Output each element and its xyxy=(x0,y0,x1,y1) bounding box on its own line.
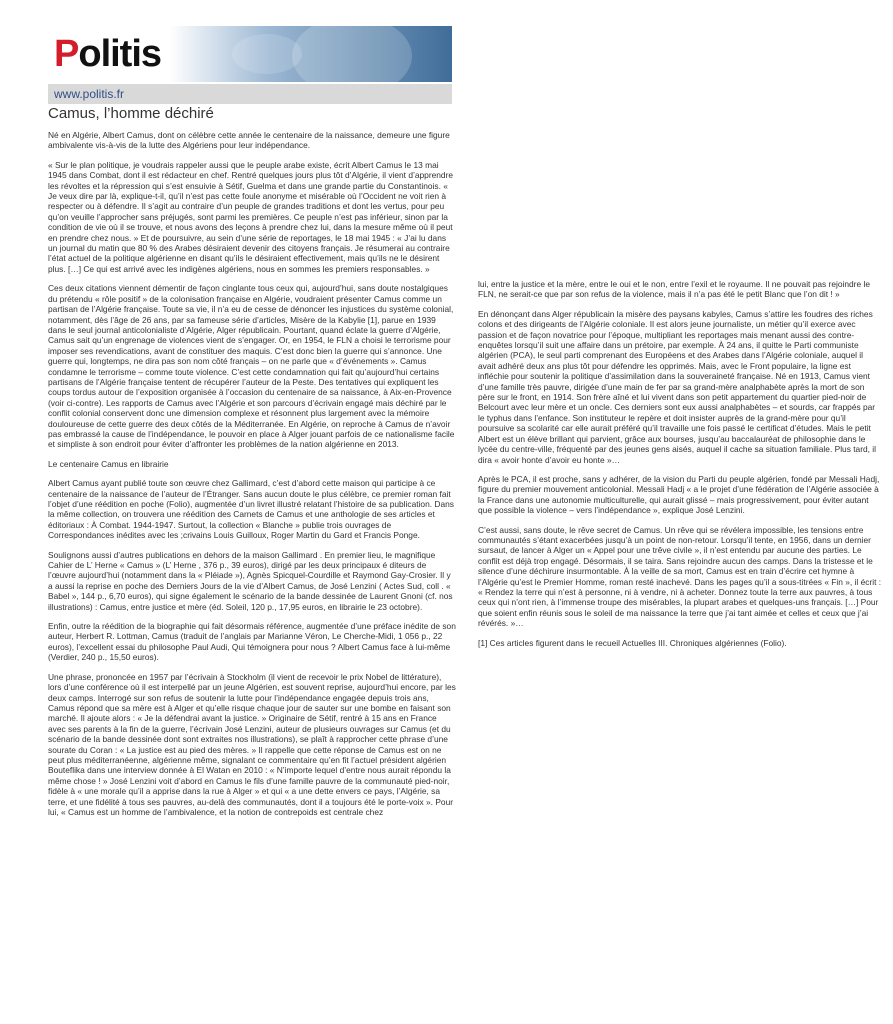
article-left-column xyxy=(48,130,456,826)
header-banner xyxy=(48,26,452,82)
article-paragraph: En dénonçant dans Alger républicain la misère des paysans kabyles, Camus s’attire les foudres des riches colons et des dirigeants de l’Algérie coloniale. Il est alors jeune journaliste, un métier qu’il exerce avec passion et de façon novatrice pour l’époque, multipliant les reportages mais menant aussi des contre-enquêtes lorsqu’il suit une affaire dans un prétoire, par exemple. À 24 ans, il quitte le Parti communiste algérien (PCA), le seul parti comprenant des Européens et des Arabes dans l’Algérie coloniale, auquel il avait adhéré deux ans plus tôt pour défendre les opprimés. Mais, avec le Front populaire, la ligne est infléchie pour soutenir la politique d’assimilation dans la souveraineté française. Né en 1913, Camus vient d’une famille très pauvre, dirigée d’une main de fer par sa grand-mère analphabète après la mort de son père sur le front, en 1914. Son frère aîné et lui vivent dans son petit appartement du quartier pied-noir de Belcourt avec leur mère et un oncle. Ces derniers sont eux aussi analphabètes – et sourds, car frappés par le typhus dans l’enfance. Son instituteur le repère et doit insister auprès de la grand-mère pour qu’il poursuive sa scolarité car elle aurait préféré qu’il travaille une fois passé le certificat d’études. Mais le petit Albert est un élève brillant qui parvient, grâce aux bourses, jusqu’au baccalauréat de philosophie dans le lycée du centre-ville, fréquenté par des jeunes gens aisés, auquel il cache sa situation familiale. Plus tard, il dira « avoir honte d’avoir eu honte »… xyxy=(478,308,877,465)
banner-decoration xyxy=(292,26,412,82)
article-paragraph: Né en Algérie, Albert Camus, dont on célèbre cette année le centenaire de la naissance, demeure une figure ambivalente vis-à-vis de la lutte des Algériens pour leur indépendance. xyxy=(48,130,450,151)
article-paragraph: Ces deux citations viennent démentir de façon cinglante tous ceux qui, aujourd’hui, sans doute nostalgiques du prétendu « rôle positif » de la colonisation française en Algérie, voudraient présenter Camus comme un partisan de l’Algérie française. Toute sa vie, il n’a eu de cesse de dénoncer les injustices du système colonial, notamment, dès l’âge de 26 ans, par sa fameuse série d’articles, Misère de la Kabylie [1], parue en 1939 dans le seul journal anticolonialiste d’Algérie, Alger républicain. Pourtant, quand éclate la guerre d’Algérie, Camus sait qu’un engrenage de violences vient de s’engager. Or, en 1954, le FLN a choisi le terrorisme pour imposer ses revendications, avant de constituer des maquis. C’est donc bien la guerre qui s’annonce. Une guerre qui, longtemps, ne dira pas son nom côté français – on ne parle que « d’événements ». Camus condamne le terrorisme – comme toute violence. C’est cette condamnation qui fait qu’aujourd’hui certains partisans de l’Algérie française tentent de récupérer l’auteur de la Peste. Des tentatives qui expliquent les coups tordus autour de l’exposition organisée à l’occasion du centenaire de sa naissance, à Aix-en-Provence (voir ci-contre). Les rapports de Camus avec l’Algérie et son parcours d’écrivain engagé mais déchiré par le conflit colonial conservent donc une dimension complexe et résonnent plus largement avec la mémoire douloureuse de cette guerre des deux côtés de la Méditerranée. En Algérie, on reproche à Camus de n’avoir pas embrassé la cause de l’indépendance, le pouvoir en place à Alger jouant parfois de ce nationalisme facile et simpliste à son endroit pour éviter d’affronter les problèmes de la nation algérienne en 2013. xyxy=(48,283,455,450)
banner-decoration xyxy=(232,34,302,74)
article-paragraph: Une phrase, prononcée en 1957 par l’écrivain à Stockholm (il vient de recevoir le prix Nobel de littérature), lors d’une conférence où il est interpellé par un jeune Algérien, est souvent reprise, aujourd’hui encore, par les deux camps. Interrogé sur son refus de soutenir la lutte pour l’indépendance engagée depuis trois ans, Camus répond que sa mère est à Alger et qu’elle risque chaque jour de sauter sur une bombe en faisant son marché. Il ajoute alors : « Je la défendrai avant la justice. » Originaire de Sétif, rentré à 15 ans en France avec ses parents à la fin de la guerre, l’écrivain José Lenzini, auteur de plusieurs ouvrages sur Camus (et du scénario de la bande dessinée dont sont extraites nos illustrations), se plaît à rapprocher cette phrase d’une sourate du Coran : « La justice est au pied des mères. » Il rappelle que cette réponse de Camus est on ne peut plus méditerranéenne, algérienne même, signalant ce commentaire qu’en fit l’actuel président algérien Bouteflika dans une interview donnée à El Watan en 2010 : « N’importe lequel d’entre nous aurait répondu la même chose ! » José Lenzini voit d’abord en Camus le fils d’une famille pauvre de la communauté pied-noir, fidèle à « une morale qu’il a apprise dans la rue à Alger » et qui « a une dette envers ce pays, l’Algérie, sa terre, et une fidélité à tous ses pauvres, au-delà des communautés, dont il a toujours été le porte-voix ». Pour lui, « Camus est un homme de l’ambivalence, et la notion de contrepoids est centrale chez xyxy=(48,671,456,817)
site-url[interactable]: www.politis.fr xyxy=(54,87,125,101)
article-paragraph: C’est aussi, sans doute, le rêve secret de Camus. Un rêve qui se révélera impossible, les tensions entre communautés s’étant exacerbées jusqu’à un point de non-retour. Lorsqu’il tente, en 1956, dans un dernier sursaut, de lancer à Alger un « Appel pour une trêve civile », il n’est entendu par aucune des parties. Le conflit est déjà trop engagé. Désormais, il se taira. Sans rejoindre aucun des camps. Dans la tristesse et le silence d’une déchirure insurmontable. À la veille de sa mort, Camus est en train d’écrire cet hymne à l’Algérie qu’est le Premier Homme, roman resté inachevé. Dans les pages qu’il a sous-titrées « Fin », il écrit : « Rendez la terre qui n’est à personne, ni à vendre, ni à acheter. Donnez toute la terre aux pauvres, à tous ceux qui n’ont rien, à l’immense troupe des misérables, la plupart arabes et quelques-uns français. […] Pour que soient enfin réunis sous le soleil de ma naissance la terre que j’ai tant aimée et celles et ceux que j’ai révérés. »… xyxy=(478,524,882,629)
article-paragraph: Enfin, outre la réédition de la biographie qui fait désormais référence, augmentée d’une préface inédite de son auteur, Herbert R. Lottman, Camus (traduit de l’anglais par Marianne Véron, Le Cherche-Midi, 1 056 p., 22 euros), l’excellent essai du philosophe Paul Audi, Qui témoignera pour nous ? Albert Camus face à lui-même (Verdier, 240 p., 15,50 euros). xyxy=(48,621,456,663)
article-paragraph: « Sur le plan politique, je voudrais rappeler aussi que le peuple arabe existe, écrit Albert Camus le 13 mai 1945 dans Combat, dont il est rédacteur en chef. Rentré quelques jours plus tôt d’Algérie, il vient d’apprendre les révoltes et la répression qui s’est ensuivie à Sétif, Guelma et dans une grande partie du Constantinois. « Je veux dire par là, explique-t-il, qu’il n’est pas cette foule anonyme et misérable où l’Occident ne voit rien à respecter ou à défendre. Il s’agit au contraire d’un peuple de grandes traditions et dont les vertus, pour peu qu’on veuille l’approcher sans préjugés, sont parmi les premières. Ce peuple n’est pas inférieur, sinon par la condition de vie où il se trouve, et nous avons des leçons à prendre chez lui, dans la mesure même où il peut en prendre chez nous. » Et de poursuivre, au sein d’une série de reportages, le 18 mai 1945 : « J’ai lu dans un journal du matin que 80 % des Arabes désiraient devenir des citoyens français. Je résumerai au contraire l’état actuel de la politique algérienne en disant qu’ils le désiraient effectivement, mais qu’ils ne le désirent plus. […] Ce qui est arrivé avec les indigènes algériens, nous en sommes les premiers responsables. » xyxy=(48,159,454,274)
article-paragraph: Albert Camus ayant publié toute son œuvre chez Gallimard, c’est d’abord cette maison qui participe à ce centenaire de la naissance de l’auteur de l’Étranger. Sans aucun doute le plus célèbre, ce premier roman fait l’objet d’une réédition en poche (Folio), augmentée d’un livret illustré relatant l’histoire de sa publication. Dans la même collection, on trouvera une réédition des Carnets de Camus et une anthologie de ses articles et éditoriaux : À Combat. 1944-1947. Surtout, la collection « Blanche » publie trois ouvrages de Correspondances inédites avec les ;crivains Louis Guilloux, Roger Martin du Gard et Francis Ponge. xyxy=(48,478,454,541)
article-right-column xyxy=(478,279,883,657)
section-heading: Le centenaire Camus en librairie xyxy=(48,458,169,469)
politis-logo: Politis xyxy=(54,33,162,75)
url-bar xyxy=(48,84,452,104)
article-paragraph: Soulignons aussi d’autres publications en dehors de la maison Gallimard . En premier lieu, le magnifique Cahier de L’ Herne « Camus » (L’ Herne , 376 p., 39 euros), dirigé par les deux principaux é diteurs de l’œuvre aujourd’hui (notamment dans la « Pléiade »), Agnès Spicquel-Courdille et Raymond Gay-Crosier. Il y a aussi la reprise en poche des Derniers Jours de la vie d’Albert Camus, de José Lenzini ( Actes Sud, coll . « Babel », 144 p., 6,70 euros), qui signe également le scénario de la bande dessinée de Laurent Gnoni (cf. nos illustrations) : Camus, entre justice et mère (éd. Soleil, 120 p., 17,95 euros, en librairie le 23 octobre). xyxy=(48,549,453,612)
article-title: Camus, l’homme déchiré xyxy=(48,105,214,122)
article-paragraph: Après le PCA, il est proche, sans y adhérer, de la vision du Parti du peuple algérien, fondé par Messali Hadj, figure du premier mouvement anticolonial. Messali Hadj « a le projet d’une fédération de l’Algérie associée à la France dans une autonomie multiculturelle, qui aurait glissé – mais progressivement, pour éviter autant que possible la violence – vers l’indépendance », explique José Lenzini. xyxy=(478,473,880,516)
footnote: [1] Ces articles figurent dans le recueil Actuelles III. Chroniques algériennes (Folio). xyxy=(478,637,787,648)
article-paragraph: lui, entre la justice et la mère, entre le oui et le non, entre l’exil et le royaume. Il ne pouvait pas rejoindre le FLN, ne serait-ce que par son refus de la violence, mais il n’a pas été le petit Blanc que l’on dit ! » xyxy=(478,279,870,300)
